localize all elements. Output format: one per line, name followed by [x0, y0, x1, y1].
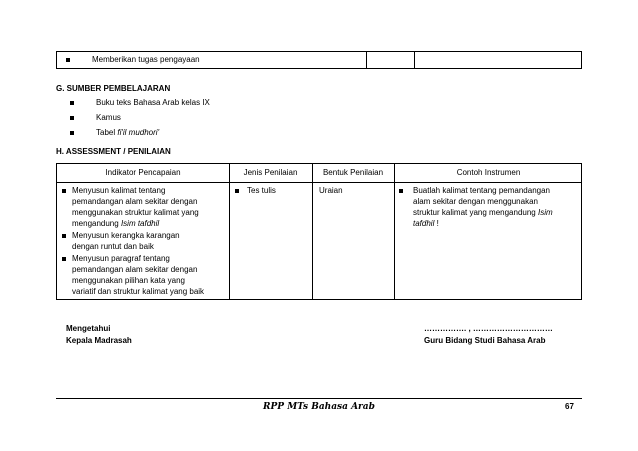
contoh-line	[413, 218, 581, 229]
indikator-line: variatif dan struktur kalimat yang baik	[72, 287, 205, 296]
page-number: 67	[565, 402, 574, 411]
bullet-icon	[62, 234, 66, 238]
source-item-prefix: Tabel	[96, 128, 118, 137]
bullet-icon	[399, 189, 403, 193]
bullet-icon	[62, 257, 66, 261]
section-g-heading: G. SUMBER PEMBELAJARAN	[56, 84, 171, 93]
header-bentuk: Bentuk Penilaian	[322, 168, 384, 177]
contoh-instrumen	[413, 185, 581, 229]
indikator-italic: Isim tafdhil	[120, 219, 160, 228]
header-divider	[57, 182, 581, 183]
indikator-line: dengan runtut dan baik	[72, 242, 154, 251]
contoh-italic: tafdhil	[413, 219, 435, 228]
indikator-item	[72, 230, 227, 252]
signature-left-title: Kepala Madrasah	[66, 336, 132, 345]
source-item: Kamus	[96, 113, 121, 122]
indikator-line-text: mengandung	[72, 219, 121, 228]
bullet-icon	[66, 58, 70, 62]
footer-title: RPP MTs Bahasa Arab	[263, 402, 375, 412]
bentuk-penilaian: Uraian	[319, 186, 343, 195]
column-divider	[229, 164, 230, 299]
column-divider	[414, 52, 415, 68]
bullet-icon	[235, 189, 239, 193]
bullet-icon	[70, 116, 74, 120]
indikator-item	[72, 185, 227, 229]
bullet-icon	[62, 189, 66, 193]
bullet-icon	[70, 131, 74, 135]
column-divider	[312, 164, 313, 299]
source-item-italic: fi'il mudhori'	[117, 128, 160, 137]
indikator-line: Menyusun paragraf tentang	[72, 254, 170, 263]
assessment-table	[56, 163, 582, 300]
contoh-italic: Isim	[537, 208, 553, 217]
source-item: Buku teks Bahasa Arab kelas IX	[96, 98, 210, 107]
contoh-line: alam sekitar dengan menggunakan	[413, 197, 538, 206]
bullet-icon	[70, 101, 74, 105]
section-h-heading: H. ASSESSMENT / PENILAIAN	[56, 147, 171, 156]
indikator-line: pemandangan alam sekitar dengan	[72, 197, 198, 206]
indikator-line: Menyusun kalimat tentang	[72, 186, 166, 195]
source-item	[96, 127, 159, 138]
indikator-item	[72, 253, 229, 297]
indikator-line: menggunakan struktur kalimat yang	[72, 208, 199, 217]
header-contoh: Contoh Instrumen	[456, 168, 521, 177]
header-indikator: Indikator Pencapaian	[105, 168, 181, 177]
header-jenis: Jenis Penilaian	[243, 168, 298, 177]
column-divider	[366, 52, 367, 68]
footer-rule	[56, 398, 582, 399]
signature-right-title: Guru Bidang Studi Bahasa Arab	[424, 336, 546, 345]
signature-right-date: ……………. , …………………………	[424, 324, 553, 333]
contoh-line	[413, 207, 581, 218]
column-divider	[394, 164, 395, 299]
indikator-line: Menyusun kerangka karangan	[72, 231, 180, 240]
indikator-line: pemandangan alam sekitar dengan	[72, 265, 198, 274]
indikator-line: menggunakan pilihan kata yang	[72, 276, 185, 285]
contoh-tail: !	[434, 219, 439, 228]
contoh-line: Buatlah kalimat tentang pemandangan	[413, 186, 550, 195]
contoh-line-text: struktur kalimat yang mengandung	[413, 208, 538, 217]
jenis-penilaian: Tes tulis	[247, 186, 276, 195]
indikator-line	[72, 218, 227, 229]
signature-left-label: Mengetahui	[66, 324, 111, 333]
pengayaan-item: Memberikan tugas pengayaan	[92, 55, 200, 64]
